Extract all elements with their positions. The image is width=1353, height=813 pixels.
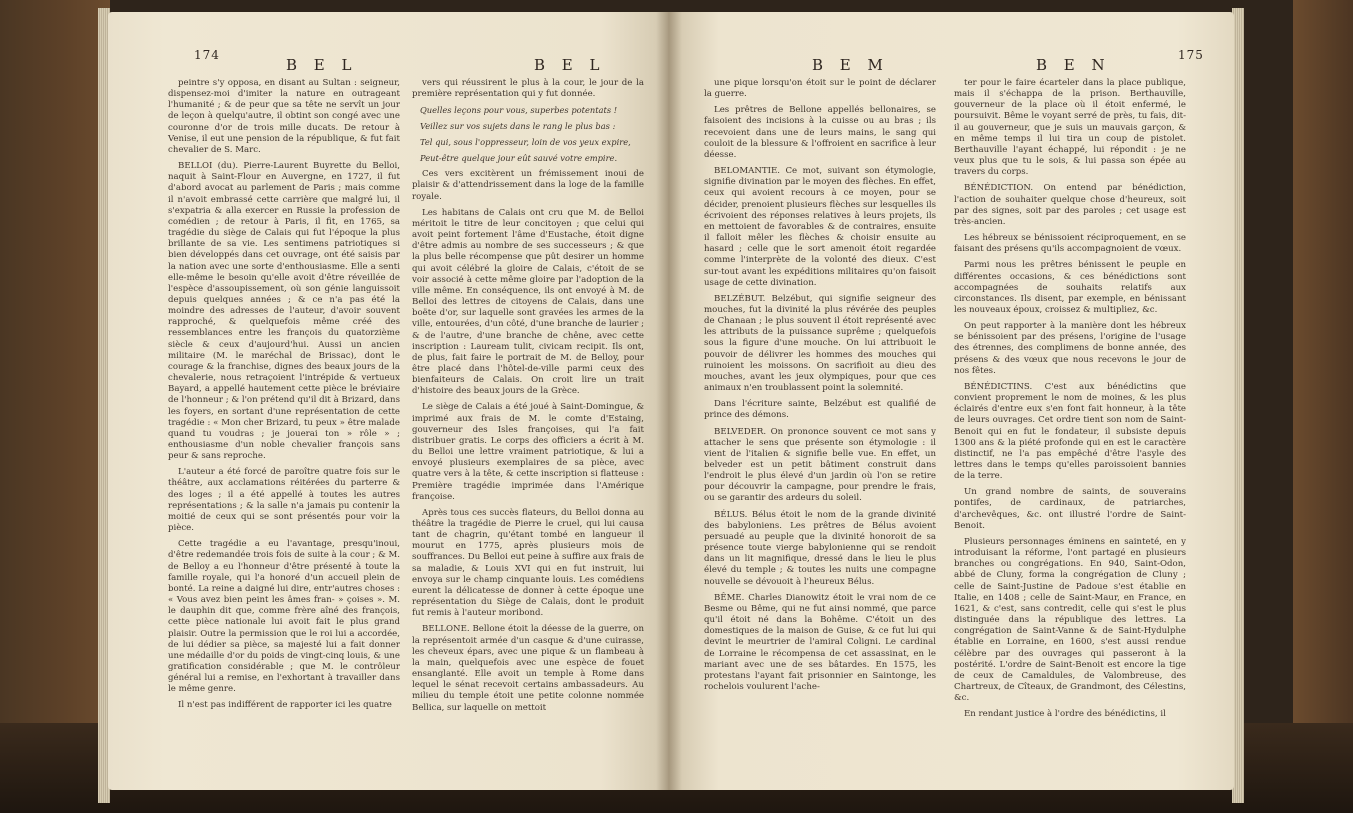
paragraph: BELLONE. Bellone étoit la déesse de la guerre, on la représentoit armée d'un casque & d'une cuirasse, les cheveux épars, avec une pique & un flambeau à la main, quelquefois avec une espèce de fouet ensanglanté. Elle avoit un temple à Rome dans lequel le sénat recevoit certains ambassadeurs. Au milieu du temple étoit une petite colonne nommée Bellica, sur laquelle on mettoit bbox=[412, 624, 644, 713]
paragraph: BELZÉBUT. Belzébut, qui signifie seigneur des mouches, fut la divinité la plus révérée des peuples de Chanaan ; le plus souvent il étoit représenté avec les attributs de la puissance suprême ; quelquefois sous la figure d'une mouche. On lui attribuoit le pouvoir de délivrer les hommes des mouches qui ruinoient les moissons. On sacrifioit au dieu des mouches, avant les jeux olympiques, pour que ces animaux n'en troublassent point la solemnité. bbox=[704, 293, 936, 394]
paragraph: BELLOI (du). Pierre-Laurent Buyrette du Belloi, naquit à Saint-Flour en Auvergne, en 1727, il fut d'abord avocat au parlement de Paris ; mais comme il n'avoit embrassé cette carrière que malgré lui, il s'expatria & alla exercer en Russie la profession de comédien ; de retour à Paris, il fit, en 1765, sa tragédie du siège de Calais qui fut l'époque la plus brillante de sa vie. Les sentimens patriotiques si bien développés dans cet ouvrage, ont été saisis par la nation avec une sorte d'enthousiasme. Elle a senti elle-même le besoin qu'elle avoit d'être réveillée de l'espèce d'assoupissement, où son génie languissoit depuis quelques années ; & ce n'a pas été la moindre des adresses de l'auteur, d'avoir souvent rapproché, & quelquefois même créé des ressemblances entre les françois du quatorzième siècle & ceux d'aujourd'hui. Aussi un ancien militaire (M. le maréchal de Brissac), dont le courage & la franchise, dignes des beaux jours de la chevalerie, nous retraçoient l'intrépide & vertueux Bayard, a appellé hautement cette pièce le bréviaire de l'honneur ; & l'on prétend qu'il dit à Brizard, dans les foyers, en sortant d'une représentation de cette tragédie : « Mon cher Brizard, tu peux » être malade quand tu voudras ; je jouerai ton » rôle » ; enthousiasme d'un noble chevalier françois sans peur & sans reproche. bbox=[168, 161, 400, 462]
paragraph: Après tous ces succès flateurs, du Belloi donna au théâtre la tragédie de Pierre le cruel, qui lui causa tant de chagrin, qu'étant tombé en langueur il mourut en 1775, après plusieurs mois de souffrances. Du Belloi eut peine à suffire aux frais de sa maladie, & Louis XVI qui en fut instruit, lui envoya sur le champ cinquante louis. Les comédiens eurent la délicatesse de donner à cette époque une représentation du Siège de Calais, dont le produit fut remis à l'auteur moribond. bbox=[412, 507, 644, 619]
paragraph: Dans l'écriture sainte, Belzébut est qualifié de prince des démons. bbox=[704, 399, 936, 421]
running-header-right-b: B E N bbox=[1036, 56, 1111, 74]
paragraph: Un grand nombre de saints, de souverains pontifes, de cardinaux, de patriarches, d'archevêques, &c. ont illustré l'ordre de Saint-Benoit. bbox=[954, 487, 1186, 531]
paragraph: Les prêtres de Bellone appellés bellonaires, se faisoient des incisions à la cuisse ou au bras ; ils recevoient dans une de leurs mains, le sang qui couloit de la blessure & l'offroient en sacrifice à leur déesse. bbox=[704, 105, 936, 160]
paragraph: Les hébreux se bénissoient réciproquement, en se faisant des présens qu'ils accompagnoient de vœux. bbox=[954, 233, 1186, 255]
paragraph: BÉNÉDICTINS. C'est aux bénédictins que convient proprement le nom de moines, & les plus éclairés d'entre eux s'en font fait honneur, à la tête de leurs ouvrages. Cet ordre tient son nom de Saint-Benoit qui en fut le fondateur, il subsiste depuis 1300 ans & la piété profonde qui en est le caractère distinctif, ne l'a pas empêché d'être l'asyle des lettres dans le temps qu'elles paroissoient bannies de la terre. bbox=[954, 381, 1186, 482]
book-cover-right bbox=[1293, 0, 1353, 813]
paragraph: BÉLUS. Bélus étoit le nom de la grande divinité des babyloniens. Les prêtres de Bélus avoient persuadé au peuple que la divinité honoroit de sa présence toute vierge babylonienne qui se rendoit dans un lit magnifique, dressé dans le lieu le plus élevé du temple ; & toutes les nuits une compagne nouvelle se dévouoit à l'heureux Bélus. bbox=[704, 509, 936, 587]
right-page bbox=[668, 12, 1234, 790]
right-column-1 bbox=[704, 78, 936, 698]
paragraph: peintre s'y opposa, en disant au Sultan : seigneur, dispensez-moi d'imiter la nature en outrageant l'humanité ; & de peur que sa tête ne servît un jour de leçon à quelqu'autre, il obtint son congé avec une couronne d'or de trois mille ducats. De retour à Venise, il eut une pension de la république, & fut fait chevalier de S. Marc. bbox=[168, 78, 400, 155]
paragraph: Il n'est pas indifférent de rapporter ici les quatre bbox=[178, 700, 392, 711]
left-column-2 bbox=[412, 78, 644, 719]
page-number-left: 174 bbox=[194, 48, 220, 62]
page-number-right: 175 bbox=[1178, 48, 1204, 62]
poem-line: Peut-être quelque jour eût sauvé votre empire. bbox=[420, 153, 618, 164]
paragraph: Le siège de Calais a été joué à Saint-Domingue, & imprimé aux frais de M. le comte d'Estaing, gouverneur des Isles françoises, qui l'a fait distribuer gratis. Le corps des officiers a écrit à M. du Belloi une lettre vraiment patriotique, & lui a envoyé plusieurs exemplaires de sa pièce, avec quatre vers à la tête, & cette inscription si flatteuse : Première tragédie imprimée dans l'Amérique françoise. bbox=[412, 402, 644, 502]
running-header-right-a: B E M bbox=[812, 56, 889, 74]
paragraph: vers qui réussirent le plus à la cour, le jour de la première représentation qui y fut donnée. bbox=[412, 78, 644, 100]
left-column-1 bbox=[168, 78, 400, 717]
paragraph: L'auteur a été forcé de paroître quatre fois sur le théâtre, aux acclamations réitérées du parterre & des loges ; il a été appellé à toutes les autres représentations ; & la salle n'a jamais pu contenir la moitié de ceux qui se sont présentés pour voir la pièce. bbox=[168, 467, 400, 534]
paragraph: BELVEDER. On prononce souvent ce mot sans y attacher le sens que présente son étymologie : il vient de l'italien & signifie belle vue. En effet, un belveder est un petit bâtiment construit dans l'endroit le plus élevé d'un jardin où l'on se retire pour découvrir la campagne, pour prendre le frais, ou se garantir des ardeurs du soleil. bbox=[704, 426, 936, 504]
paragraph: Les habitans de Calais ont cru que M. de Belloi méritoit le titre de leur concitoyen ; que celui qui avoit peint fortement l'âme d'Eustache, étoit digne d'être admis au nombre de ses successeurs ; & que la plus belle récompense que pût desirer un homme qui avoit célébré la gloire de Calais, c'étoit de se voir associé à cette même gloire par l'adoption de la ville même. En conséquence, ils ont envoyé à M. de Belloi des lettres de citoyens de Calais, dans une boëte d'or, sur laquelle sont gravées les armes de la ville, entourées, d'un côté, d'une branche de laurier ; & de l'autre, d'une branche de chêne, avec cette inscription : Lauream tulit, civicam recipit. Ils ont, de plus, fait faire le portrait de M. de Belloy, pour être placé dans l'hôtel-de-ville parmi ceux des bienfaiteurs de Calais. On croit lire un trait d'histoire des beaux jours de la Grèce. bbox=[412, 207, 644, 397]
poem-line: Tel qui, sous l'oppresseur, loin de vos yeux expire, bbox=[420, 137, 631, 148]
paragraph: Cette tragédie a eu l'avantage, presqu'inoui, d'être redemandée trois fois de suite à la cour ; & M. de Belloy a eu l'honneur d'être présenté à toute la famille royale, qui l'a honoré d'un accueil plein de bonté. La reine a daigné lui dire, entr'autres choses : « Vous avez bien peint les âmes fran- » çoises ». M. le dauphin dit que, comme frère aîné des françois, cette pièce nationale lui avoit fait le plus grand plaisir. Outre la permission que le roi lui a accordée, de lui dédier sa pièce, sa majesté lui a fait donner une médaille d'or du poids de vingt-cinq louis, & une gratification considérable ; que M. le contrôleur général lui a remise, en l'exhortant à travailler dans le même genre. bbox=[168, 539, 400, 695]
paragraph: On peut rapporter à la manière dont les hébreux se bénissoient par des présens, l'origine de l'usage des étrennes, des complimens de bonne année, des présens & des vœux que nous recevons le jour de nos fêtes. bbox=[954, 321, 1186, 376]
paragraph: une pique lorsqu'on étoit sur le point de déclarer la guerre. bbox=[704, 78, 936, 100]
running-header-left-b: B E L bbox=[534, 56, 606, 74]
running-header-left-a: B E L bbox=[286, 56, 358, 74]
book-gutter bbox=[656, 12, 682, 790]
poem-line: Veillez sur vos sujets dans le rang le plus bas : bbox=[420, 121, 616, 132]
paragraph: En rendant justice à l'ordre des bénédictins, il bbox=[964, 709, 1166, 720]
paragraph: Ces vers excitèrent un frémissement inoui de plaisir & d'attendrissement dans la loge de la famille royale. bbox=[412, 169, 644, 202]
left-page bbox=[108, 12, 668, 790]
book-cover-left bbox=[0, 0, 110, 813]
paragraph: BÊME. Charles Dianowitz étoit le vrai nom de ce Besme ou Bême, qui ne fut ainsi nommé, que parce qu'il étoit né dans la Bohême. C'étoit un des domestiques de la maison de Guise, & ce fut lui qui devint le meurtrier de l'amiral Coligni. Le cardinal de Lorraine le récompensa de cet assassinat, en le mariant avec une de ses bâtardes. En 1575, les protestans l'ayant fait prisonnier en Saintonge, les rochelois voulurent l'ache- bbox=[704, 592, 936, 692]
paragraph: Parmi nous les prêtres bénissent le peuple en différentes occasions, & ces bénédictions sont accompagnées de souhaits relatifs aux circonstances. Ils disent, par exemple, en bénissant les nouveaux époux, croissez & multipliez, &c. bbox=[954, 260, 1186, 315]
paragraph: BÉNÉDICTION. On entend par bénédiction, l'action de souhaiter quelque chose d'heureux, soit par des signes, soit par des paroles ; cet usage est très-ancien. bbox=[954, 183, 1186, 227]
paragraph: ter pour le faire écarteler dans la place publique, mais il s'échappa de la prison. Berthauville, gouverneur de la place où il étoit enfermé, le poursuivit. Bême le voyant serré de près, tu fais, dit-il au gouverneur, que je suis un mauvais garçon, & en même temps il lui tira un coup de pistolet. Berthauville l'ayant échappé, lui répondit : je ne veux plus que tu le sois, & lui passa son épée au travers du corps. bbox=[954, 78, 1186, 178]
poem-line: Quelles leçons pour vous, superbes potentats ! bbox=[420, 105, 618, 116]
right-column-2 bbox=[954, 78, 1186, 725]
paragraph: BELOMANTIE. Ce mot, suivant son étymologie, signifie divination par le moyen des flèches. En effet, ceux qui avoient recours à ce moyen, pour se décider, prenoient plusieurs flèches sur lesquelles ils écrivoient des réponses relatives à leurs projets, ils en mettoient de favorables & de contraires, ensuite il falloit mêler les flèches & choisir ensuite au hasard ; celle que le sort amenoit étoit regardée comme l'interprète de la volonté des dieux. C'est sur-tout avant les expéditions militaires qu'on faisoit usage de cette divination. bbox=[704, 166, 936, 288]
paragraph: Plusieurs personnages éminens en sainteté, en y introduisant la réforme, l'ont partagé en plusieurs branches ou congrégations. En 940, Saint-Odon, abbé de Cluny, forma la congrégation de Cluny ; celle de Saint-Justine de Padoue s'est établie en Italie, en 1408 ; celle de Saint-Maur, en France, en 1621, & c'est, sans contredit, celle qui s'est le plus distinguée dans la république des lettres. La congrégation de Saint-Vanne & de Saint-Hydulphe établie en Lorraine, en 1600, s'est aussi rendue célèbre par des ouvrages qui passeront à la postérité. L'ordre de Saint-Benoit est encore la tige de ceux de Camaldules, de Valombreuse, des Chartreux, de Cîteaux, de Grandmont, des Célestins, &c. bbox=[954, 536, 1186, 704]
